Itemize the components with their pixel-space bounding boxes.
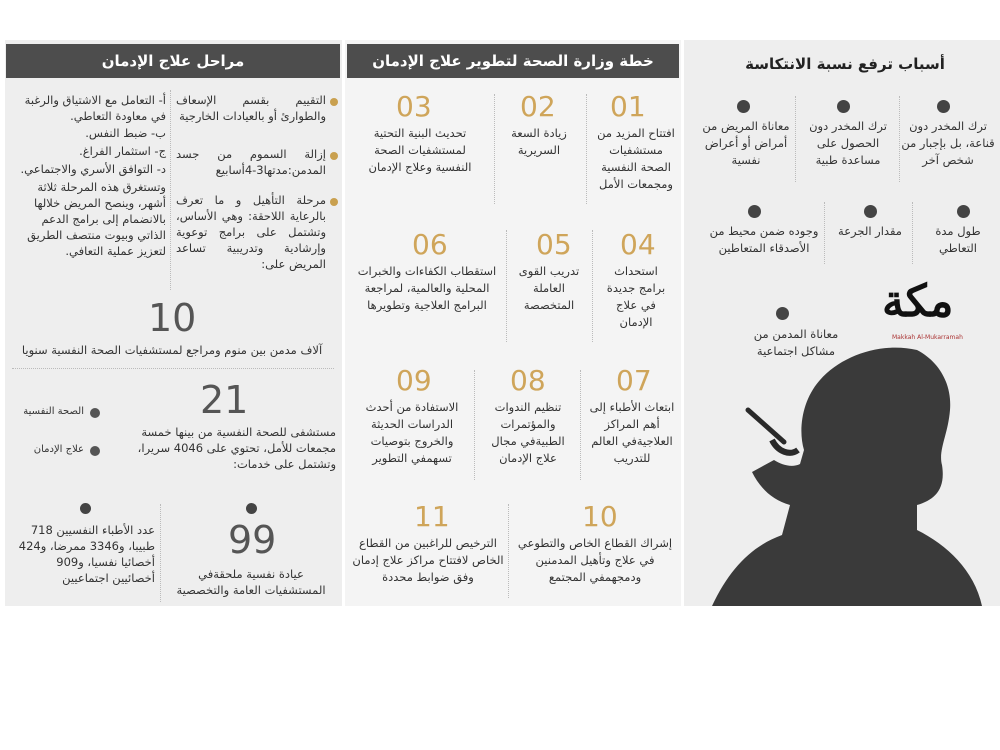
plan-item: تحديث البنية التحتية لمستشفيات الصحة النفسية وعلاج الإدمان: [368, 126, 472, 174]
plan-num: 01: [610, 90, 646, 123]
bullet-icon: [246, 503, 257, 514]
legend-label: الصحة النفسية: [23, 406, 84, 417]
bullet-icon: [776, 307, 789, 320]
makkah-logo-sub: Makkah Al-Mukarramah: [892, 334, 963, 341]
plan-title: خطة وزارة الصحة لتطوير علاج الإدمان: [347, 44, 679, 78]
plan-num: 09: [396, 364, 432, 397]
stage-item: التقييم بقسم الإسعاف والطوارئ أو بالعيادات الخارجية: [176, 93, 326, 123]
stat-text: آلاف مدمن بين منوم ومراجع لمستشفيات الصحة النفسية سنويا: [21, 343, 323, 357]
plan-num: 03: [396, 90, 432, 123]
bullet-icon: [957, 205, 970, 218]
plan-num: 10: [582, 500, 618, 533]
cause-item: معاناة المدمن من مشاكل اجتماعية: [753, 327, 839, 358]
cause-item: مقدار الجرعة: [838, 224, 902, 238]
legend-label: علاج الإدمان: [33, 444, 84, 455]
plan-num: 04: [620, 228, 656, 261]
cause-item: وجوده ضمن محيط من الأصدقاء المتعاطين: [709, 224, 819, 255]
bullet-icon: [864, 205, 877, 218]
stat-text: عيادة نفسية ملحقةفي المستشفيات العامة والتخصصية: [176, 567, 326, 597]
bullet-icon: [80, 503, 91, 514]
stage-item: مرحلة التأهيل و ما تعرف بالرعاية اللاحقة: وهي الأساس، وتشتمل على برامج توعوية وإرشادية وتدريبية تساعد المريض على:: [176, 193, 326, 271]
bullet-icon: [748, 205, 761, 218]
stage-item: إزالة السموم من جسد المدمن:مدتها3-4أسابيع: [176, 147, 326, 177]
plan-item: ابتعاث الأطباء إلى أهم المراكز العلاجيةفي العالم للتدريب: [589, 400, 675, 465]
makkah-logo: مكة: [882, 276, 954, 327]
cause-item: ترك المخدر دون قناعة، بل بإجبار من شخص آخر: [901, 119, 995, 167]
stat-number: 10: [148, 296, 197, 340]
bullet-icon: [737, 100, 750, 113]
stages-title: مراحل علاج الإدمان: [6, 44, 340, 78]
cause-item: معاناة المريض من أمراض أو أعراض نفسية: [702, 119, 790, 167]
plan-item: تنظيم الندوات والمؤتمرات الطبيةفي مجال علاج الإدمان: [491, 400, 565, 465]
stage-sub-item: أ- التعامل مع الاشتياق والرغبة في معاودة التعاطي.: [24, 93, 166, 123]
legend-dot-icon: [90, 446, 100, 456]
bullet-icon: [330, 98, 338, 106]
plan-num: 05: [536, 228, 572, 261]
cause-item: طول مدة التعاطي: [935, 224, 981, 255]
plan-item: تدريب القوى العاملة المتخصصة: [518, 264, 580, 312]
stat-text: مستشفى للصحة النفسية من بينها خمسة مجمعات للأمل، تحتوي على 4046 سريرا، وتشتمل على خدمات:: [137, 425, 336, 471]
stat-text: عدد الأطباء النفسيين 718 طبيبا، و3346 ممرضا، و424 أخصائيا نفسيا، و909 أخصائيين اجتماعيين: [18, 523, 155, 585]
legend-dot-icon: [90, 408, 100, 418]
stage-sub-item: د- التوافق الأسري والاجتماعي.: [20, 162, 166, 176]
stat-number: 99: [228, 518, 277, 562]
stage-sub-item: وتستغرق هذه المرحلة ثلاثة أشهر، وينصح المريض خلالها بالانضمام إلى برامج الدعم الذاتي وبيوت منتصف الطريق لتعزيز عملية التعافي.: [27, 180, 166, 258]
cause-item: ترك المخدر دون الحصول على مساعدة طبية: [809, 119, 887, 167]
plan-num: 02: [520, 90, 556, 123]
plan-item: الترخيص للراغبين من القطاع الخاص لافتتاح مراكز علاج إدمان وفق ضوابط محددة: [352, 536, 504, 584]
plan-item: استحداث برامج جديدة في علاج الإدمان: [606, 264, 666, 329]
stat-number: 21: [200, 378, 249, 422]
stage-sub-item: ب- ضبط النفس.: [85, 126, 166, 140]
plan-item: استقطاب الكفاءات والخبرات المحلية والعالمية، لمراجعة البرامج العلاجية وتطويرها: [357, 264, 497, 312]
causes-title: أسباب ترفع نسبة الانتكاسة: [745, 55, 945, 73]
plan-item: إشراك القطاع الخاص والتطوعي في علاج وتأهيل المدمنين ودمجهمفي المجتمع: [517, 536, 673, 584]
plan-num: 07: [616, 364, 652, 397]
plan-item: الاستفادة من أحدث الدراسات الحديثة والخروج بتوصيات تسهمفي التطوير: [365, 400, 459, 465]
bullet-icon: [330, 152, 338, 160]
plan-num: 08: [510, 364, 546, 397]
bullet-icon: [330, 198, 338, 206]
smoking-man-silhouette: [712, 340, 982, 606]
plan-item: زيادة السعة السريرية: [511, 126, 567, 157]
bullet-icon: [937, 100, 950, 113]
plan-num: 06: [412, 228, 448, 261]
plan-num: 11: [414, 500, 450, 533]
bullet-icon: [837, 100, 850, 113]
stage-sub-item: ج- استثمار الفراغ.: [79, 144, 166, 158]
plan-item: افتتاح المزيد من مستشفيات الصحة النفسية ومجمعات الأمل: [597, 126, 675, 191]
